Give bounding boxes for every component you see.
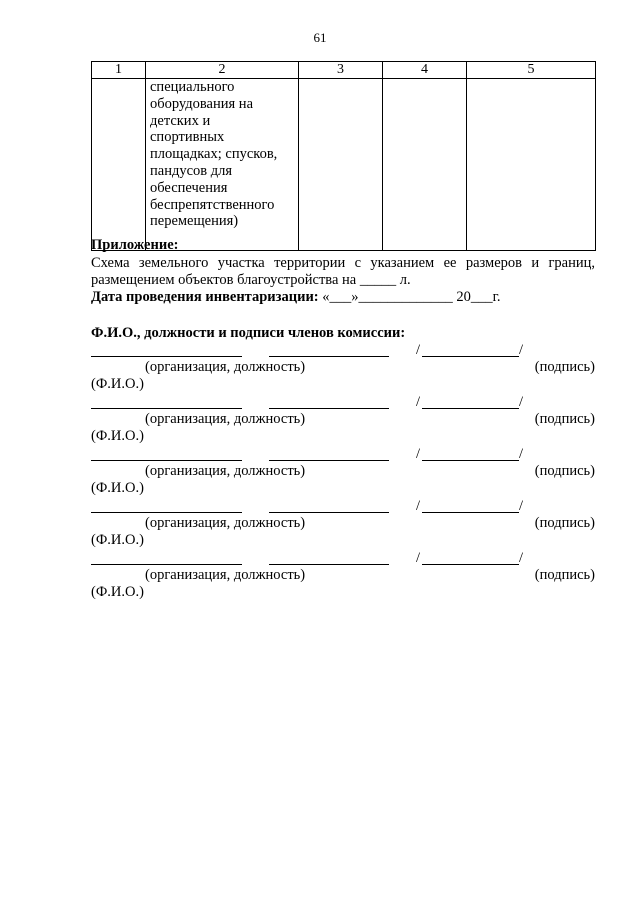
fio-label: (Ф.И.О.) (91, 532, 144, 548)
position-line[interactable] (269, 460, 389, 461)
position-line[interactable] (269, 512, 389, 513)
date-value: «___»_____________ 20___г. (322, 289, 501, 305)
signature-line[interactable] (422, 356, 519, 357)
org-position-label: (организация, должность) (145, 463, 306, 479)
organization-line[interactable] (91, 408, 242, 409)
signature-line[interactable] (422, 460, 519, 461)
appendix-line-2: размещением объектов благоустройства на _____ л. (91, 272, 411, 288)
organization-line[interactable] (91, 356, 242, 357)
table-header-cell: 5 (467, 62, 596, 79)
cell-line: оборудования на (150, 95, 254, 112)
cell-line: детских и (150, 112, 211, 129)
table-row (92, 79, 596, 251)
fio-label: (Ф.И.О.) (91, 584, 144, 600)
table-header-cell: 2 (146, 62, 299, 79)
fio-label: (Ф.И.О.) (91, 480, 144, 496)
cell-line: специального (150, 79, 235, 95)
slash-left: / (416, 498, 421, 514)
cell-line: обеспечения (150, 179, 228, 196)
organization-line[interactable] (91, 512, 242, 513)
org-position-label: (организация, должность) (145, 411, 306, 427)
org-position-label: (организация, должность) (145, 359, 306, 375)
signature-line[interactable] (422, 408, 519, 409)
commission-heading: Ф.И.О., должности и подписи членов комиссии: (91, 325, 406, 341)
signature-line[interactable] (422, 564, 519, 565)
slash-right: / (519, 498, 524, 514)
table-header-cell: 1 (92, 62, 146, 79)
slash-left: / (416, 446, 421, 462)
position-line[interactable] (269, 408, 389, 409)
org-position-label: (организация, должность) (145, 567, 306, 583)
position-line[interactable] (269, 356, 389, 357)
slash-left: / (416, 342, 421, 358)
table-header-cell: 3 (299, 62, 383, 79)
date-line (91, 289, 595, 306)
table-cell (383, 79, 467, 251)
position-line[interactable] (269, 564, 389, 565)
cell-line: площадках; спусков, (150, 146, 278, 163)
organization-line[interactable] (91, 564, 242, 565)
table-header-cell: 4 (383, 62, 467, 79)
page-number: 61 (313, 30, 327, 45)
signature-label: (подпись) (534, 411, 595, 427)
fio-label: (Ф.И.О.) (91, 376, 144, 392)
signature-label: (подпись) (534, 515, 595, 531)
table-cell (299, 79, 383, 251)
fio-label: (Ф.И.О.) (91, 428, 144, 444)
signature-label: (подпись) (534, 359, 595, 375)
slash-right: / (519, 394, 524, 410)
signature-line[interactable] (422, 512, 519, 513)
appendix-title: Приложение: (91, 237, 179, 253)
slash-left: / (416, 550, 421, 566)
cell-line: спортивных (150, 129, 225, 146)
inventory-table (91, 61, 596, 251)
cell-line: беспрепятственного (150, 196, 275, 213)
slash-right: / (519, 446, 524, 462)
org-position-label: (организация, должность) (145, 515, 306, 531)
table-cell (467, 79, 596, 251)
appendix-line-1: Схема земельного участка территории с указанием ее размеров и границ, (91, 255, 595, 271)
signature-label: (подпись) (534, 567, 595, 583)
slash-right: / (519, 342, 524, 358)
signature-label: (подпись) (534, 463, 595, 479)
date-label: Дата проведения инвентаризации: (91, 289, 319, 305)
cell-line: перемещения) (150, 213, 239, 230)
table-header-row (92, 62, 596, 79)
table-cell (92, 79, 146, 251)
slash-right: / (519, 550, 524, 566)
table-cell-description (146, 79, 299, 251)
organization-line[interactable] (91, 460, 242, 461)
cell-line: пандусов для (150, 162, 233, 179)
slash-left: / (416, 394, 421, 410)
